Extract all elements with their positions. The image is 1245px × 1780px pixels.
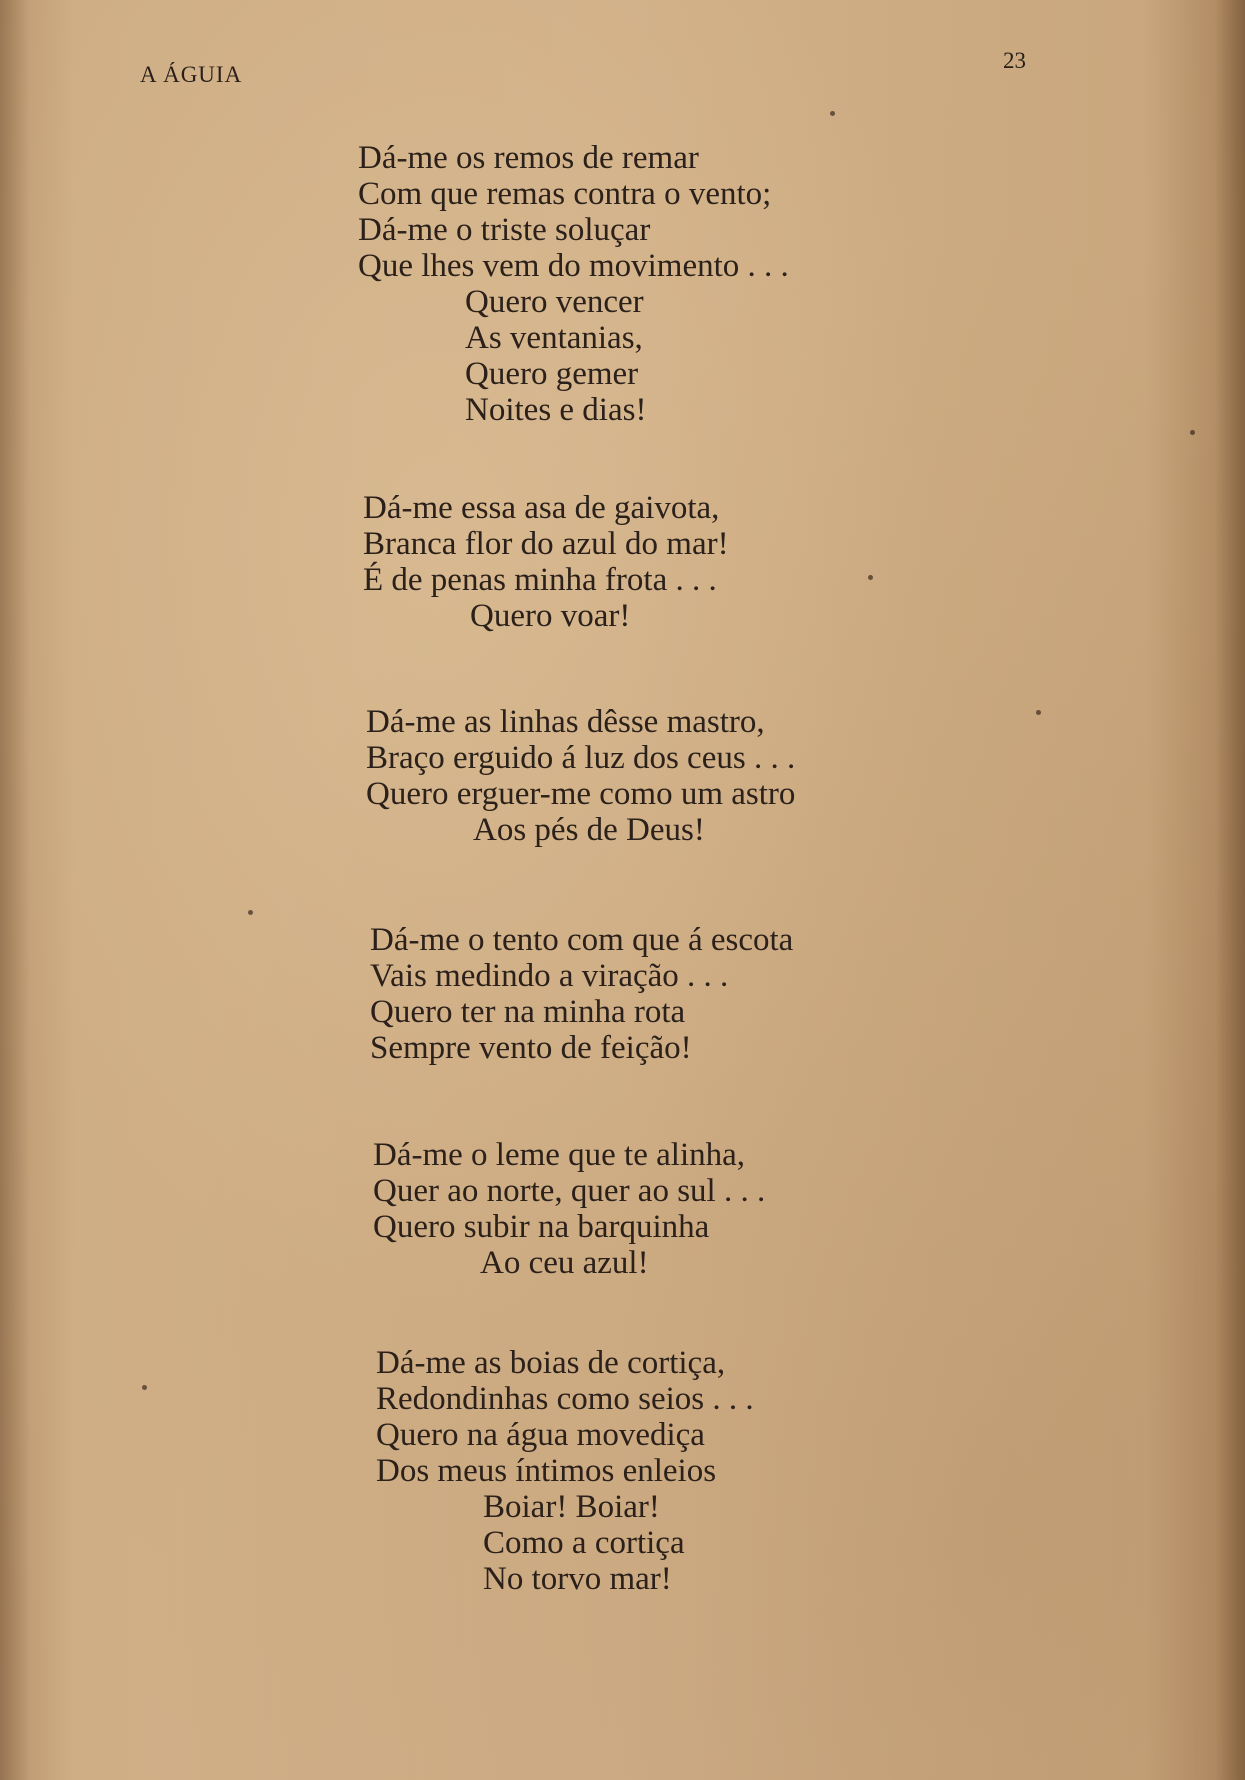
poem-line-indented: Aos pés de Deus!: [473, 812, 705, 848]
poem-line: É de penas minha frota . . .: [363, 562, 717, 598]
poem-line: Dá-me o tento com que á escota: [370, 922, 794, 958]
stanza-5: [373, 1137, 765, 1281]
poem-line: Dá-me os remos de remar: [358, 140, 699, 176]
poem-line: Dá-me essa asa de gaivota,: [363, 490, 720, 526]
stanza-1: [358, 140, 789, 428]
poem-line-indented: Quero gemer: [465, 356, 639, 392]
poem-line-indented: Ao ceu azul!: [480, 1245, 649, 1281]
running-head: A ÁGUIA: [140, 62, 243, 87]
poem-line: Que lhes vem do movimento . . .: [358, 248, 789, 284]
paper-speck: [248, 910, 253, 915]
poem-line-indented: As ventanias,: [465, 320, 643, 356]
poem-line: Branca flor do azul do mar!: [363, 526, 729, 562]
poem-line: Braço erguido á luz dos ceus . . .: [366, 740, 796, 776]
poem-line-indented: Quero vencer: [465, 284, 644, 320]
poem-line: Dos meus íntimos enleios: [376, 1453, 717, 1489]
paper-speck: [830, 111, 835, 116]
poem-line-indented: Como a cortiça: [483, 1525, 685, 1561]
poem-line: Quer ao norte, quer ao sul . . .: [373, 1173, 766, 1209]
paper-speck: [142, 1385, 147, 1390]
paper-speck: [868, 575, 873, 580]
poem-line-indented: Boiar! Boiar!: [483, 1489, 660, 1525]
poem-line: Sempre vento de feição!: [370, 1030, 692, 1066]
poem-line: Quero ter na minha rota: [370, 994, 686, 1030]
poem-line: Vais medindo a viração . . .: [370, 958, 729, 994]
paper-speck: [1190, 430, 1195, 435]
stanza-4: [370, 922, 793, 1066]
poem-line: Dá-me as boias de cortiça,: [376, 1345, 726, 1381]
stanza-6: [376, 1345, 754, 1597]
poem-line: Dá-me o leme que te alinha,: [373, 1137, 746, 1173]
poem-line: Com que remas contra o vento;: [358, 176, 772, 212]
page-number: 23: [1003, 48, 1026, 73]
poem-line: Quero erguer-me como um astro: [366, 776, 796, 812]
poem-line: Dá-me as linhas dêsse mastro,: [366, 704, 765, 740]
poem-line-indented: Noites e dias!: [465, 392, 647, 428]
stanza-3: [366, 704, 795, 848]
paper-speck: [1036, 710, 1041, 715]
poem-line: Dá-me o triste soluçar: [358, 212, 651, 248]
poem-line-indented: Quero voar!: [470, 598, 631, 634]
poem-line-indented: No torvo mar!: [483, 1561, 672, 1597]
poem-line: Quero na água movediça: [376, 1417, 705, 1453]
poem-line: Redondinhas como seios . . .: [376, 1381, 754, 1417]
page-right-edge-shadow: [1215, 0, 1245, 1780]
stanza-2: [363, 490, 729, 634]
page-left-edge-shadow: [0, 0, 30, 1780]
poem-line: Quero subir na barquinha: [373, 1209, 710, 1245]
